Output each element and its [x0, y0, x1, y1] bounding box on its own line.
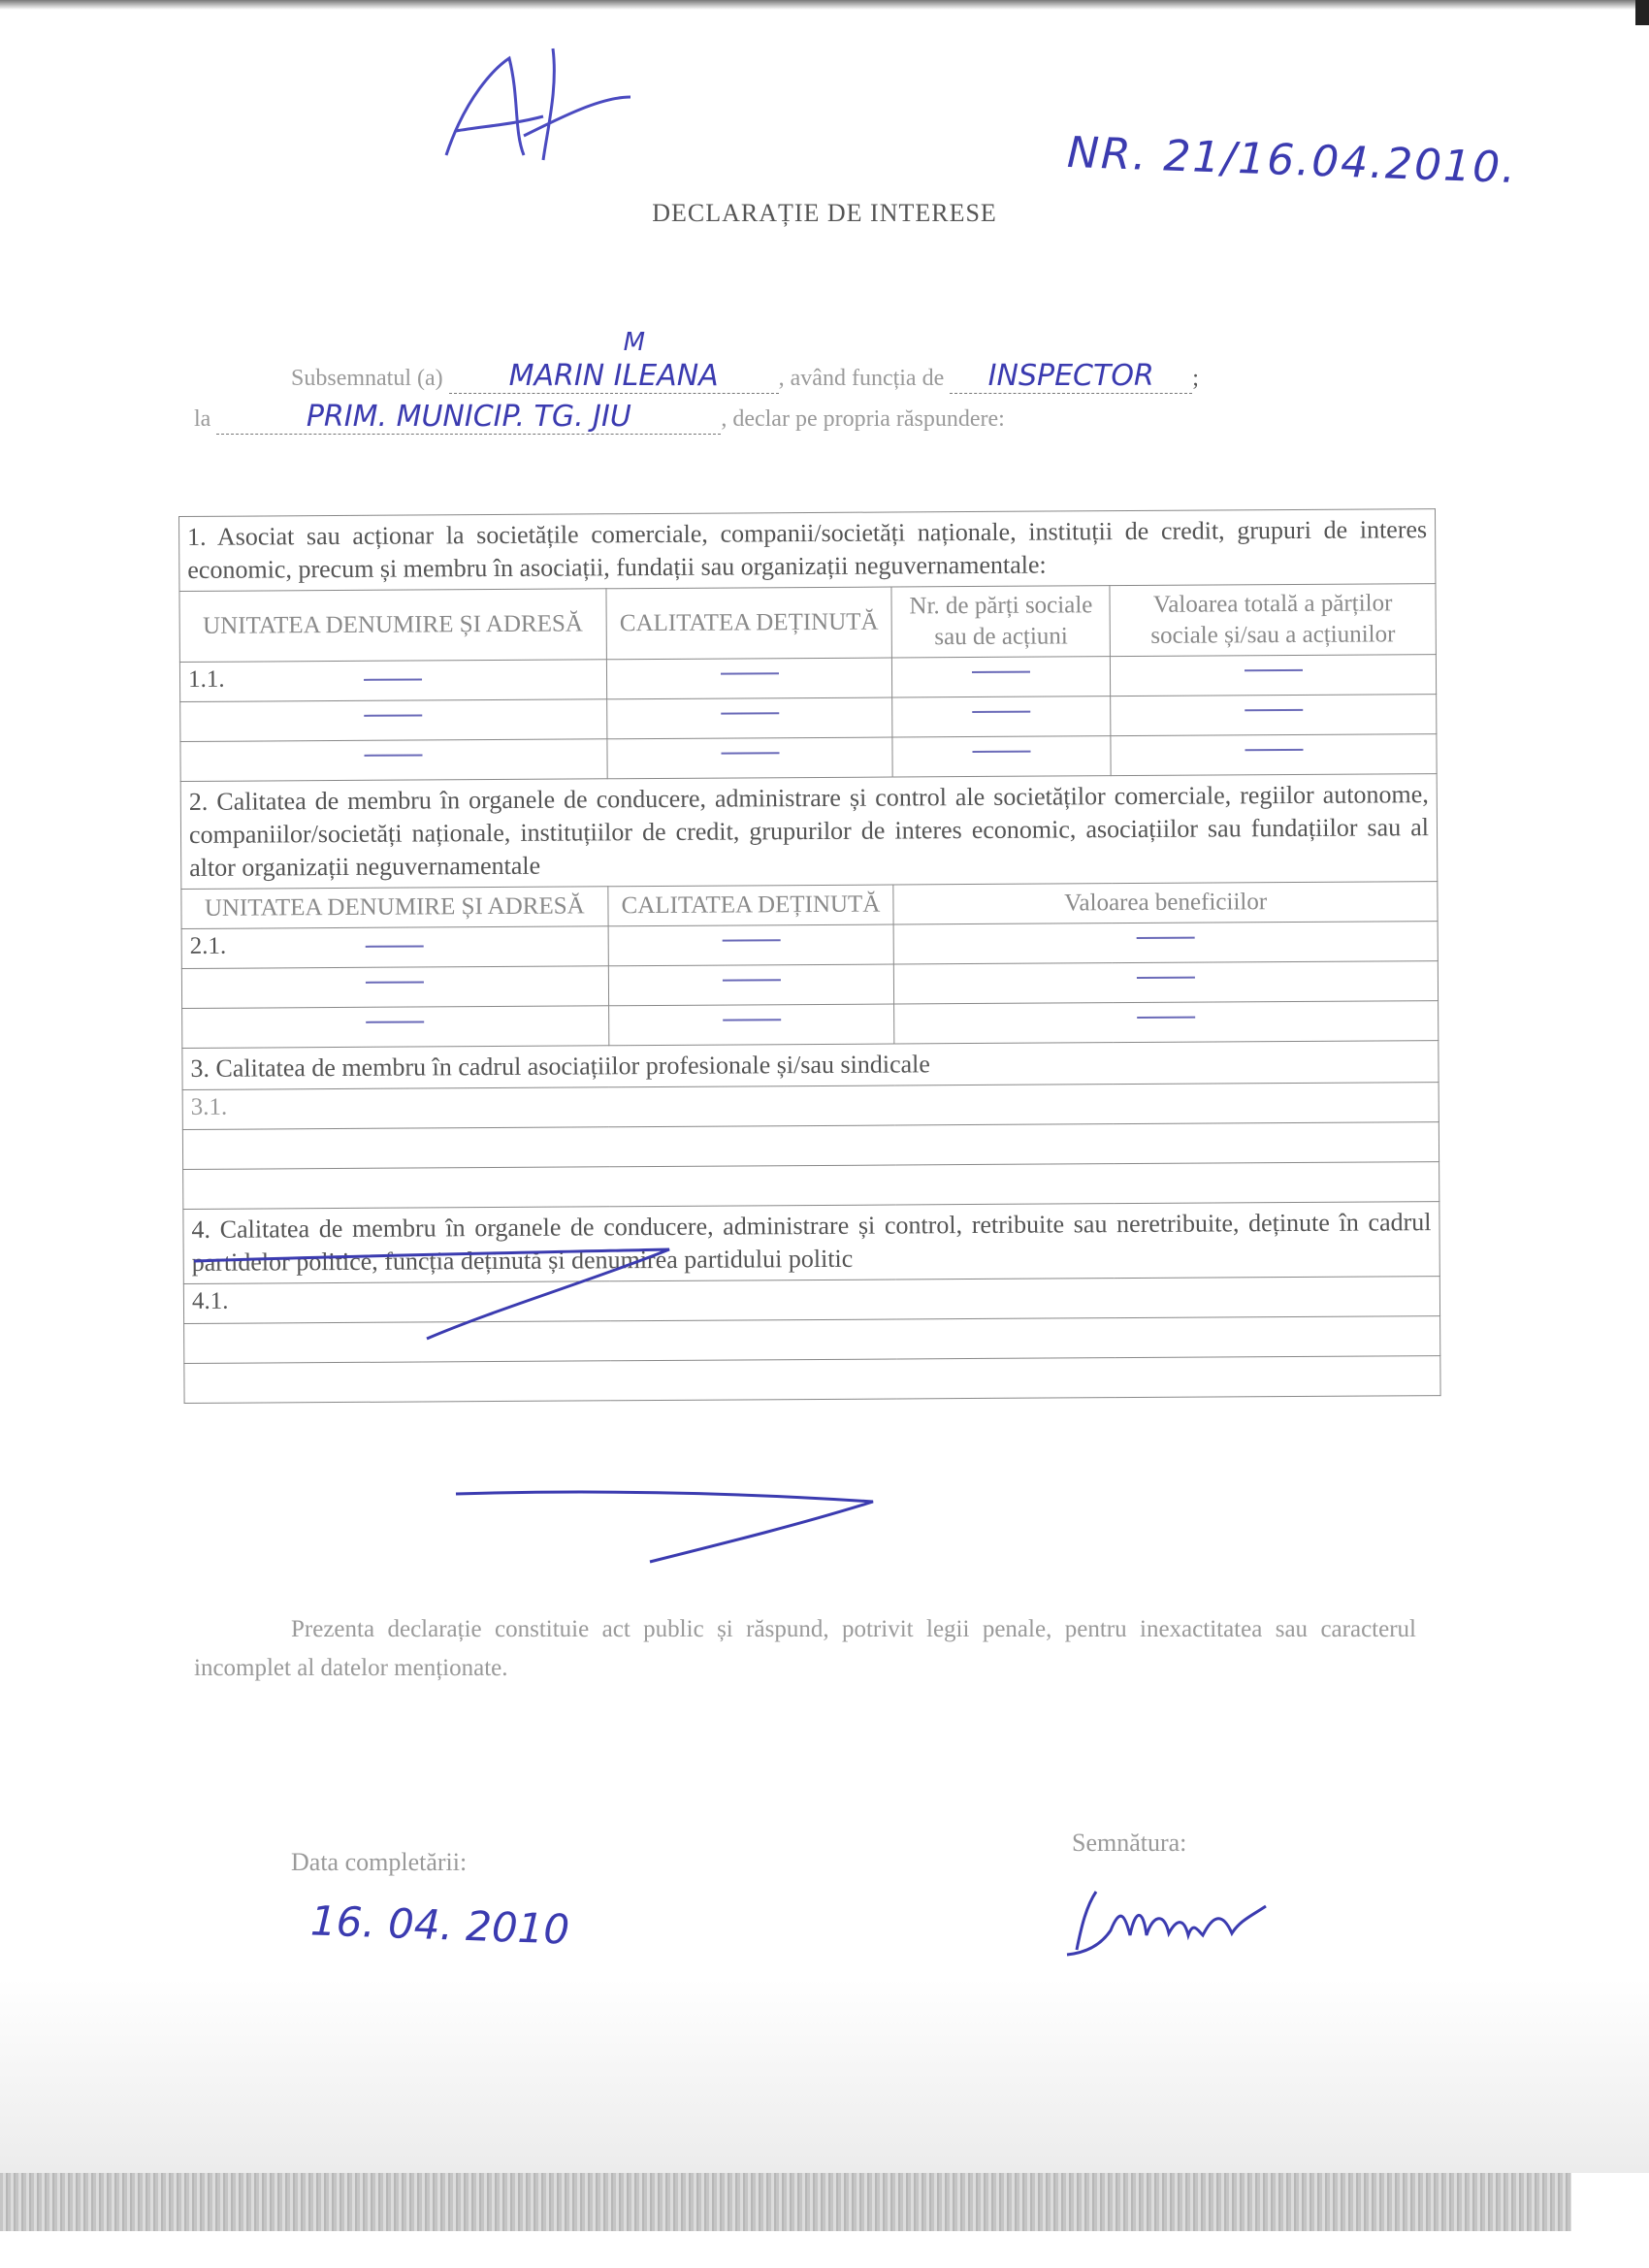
- table-row: [182, 1001, 1439, 1049]
- empty-dash: [1245, 749, 1303, 751]
- scan-bottom-strip: [0, 2173, 1571, 2231]
- empty-dash: [972, 671, 1030, 673]
- empty-dash: [365, 714, 423, 716]
- section-1-text: 1. Asociat sau acționar la societățile comerciale, companii/societăți naționale, instituții de credit, grupuri de interes economic, precum și membru în asociații, fundații sau organizații neguvernamentale:: [179, 509, 1436, 592]
- function-value: INSPECTOR: [987, 359, 1154, 393]
- table-row: [183, 1162, 1439, 1210]
- empty-dash: [365, 754, 423, 756]
- intro-line-1: [291, 328, 1416, 394]
- empty-dash: [721, 752, 779, 754]
- empty-dash: [973, 711, 1031, 713]
- intro-line2-suffix: , declar pe propria răspundere:: [721, 406, 1005, 432]
- name-field: [449, 328, 779, 394]
- s1-header-shares: Nr. de părți sociale sau de acțiuni: [891, 586, 1110, 658]
- row-label-3-1: 3.1.: [182, 1083, 1439, 1130]
- intro-mid: , având funcția de: [778, 366, 945, 391]
- empty-dash: [364, 678, 422, 680]
- name-correction: M: [623, 328, 646, 357]
- legal-statement: Prezenta declarație constituie act public și răspund, potrivit legii penale, pentru inexactitatea sau caracterul incomplet al datelor menționate.: [194, 1616, 1416, 1681]
- empty-dash: [1137, 1017, 1195, 1019]
- empty-dash: [722, 939, 780, 941]
- date-value: 16. 04. 2010: [309, 1896, 570, 1954]
- s1-header-quality: CALITATEA DEȚINUTĂ: [606, 587, 892, 660]
- date-label: Data completării:: [291, 1848, 468, 1876]
- signature: [1057, 1877, 1280, 1964]
- table-row: [180, 734, 1437, 782]
- s2-header-unit: UNITATEA DENUMIRE ȘI ADRESĂ: [181, 887, 608, 929]
- section-4-text: 4. Calitatea de membru în organele de conducere, administrare și control, retribuite sau neretribuite, deținute în cadrul partidelor politice, funcția deținută și denumirea partidului politic: [183, 1202, 1439, 1284]
- empty-dash: [366, 1021, 424, 1022]
- table-row: [184, 1356, 1440, 1404]
- empty-dash: [1245, 709, 1303, 711]
- empty-dash: [366, 981, 424, 983]
- scan-top-edge: [0, 0, 1649, 10]
- intro-line-2: [194, 400, 1164, 435]
- empty-dash: [366, 945, 424, 947]
- intro-end: ;: [1192, 366, 1199, 391]
- s2-header-benefits: Valoarea beneficiilor: [893, 882, 1438, 924]
- initials-mark: [427, 39, 640, 175]
- row-label-2-1: 2.1.: [189, 932, 227, 959]
- empty-dash: [1245, 669, 1303, 671]
- empty-dash: [1137, 937, 1195, 939]
- empty-dash: [973, 751, 1031, 753]
- section-4-strikeout-arrow: [436, 1484, 902, 1571]
- s1-header-value: Valoarea totală a părților sociale și/sau a acțiunilor: [1110, 584, 1436, 657]
- empty-dash: [1137, 977, 1195, 979]
- function-field: [950, 359, 1192, 394]
- institution-value: PRIM. MUNICIP. TG. JIU: [306, 400, 631, 434]
- empty-dash: [722, 979, 780, 981]
- s2-header-quality: CALITATEA DEȚINUTĂ: [607, 885, 893, 926]
- empty-dash: [721, 672, 779, 674]
- scan-corner-mark: [1635, 0, 1649, 25]
- row-label-1-1: 1.1.: [187, 665, 225, 693]
- intro-prefix: Subsemnatul (a): [291, 366, 443, 391]
- scan-shade: [0, 1979, 1649, 2173]
- empty-dash: [721, 712, 779, 714]
- registration-number: NR. 21/16.04.2010.: [1066, 127, 1518, 194]
- s1-header-unit: UNITATEA DENUMIRE ȘI ADRESĂ: [179, 589, 606, 663]
- empty-dash: [723, 1019, 781, 1021]
- page-title: DECLARAȚIE DE INTERESE: [652, 199, 997, 227]
- section-3-text: 3. Calitatea de membru în cadrul asociațiilor profesionale și/sau sindicale: [182, 1041, 1439, 1090]
- intro-line2-prefix: la: [194, 406, 211, 432]
- section-2-text: 2. Calitatea de membru în organele de conducere, administrare și control ale societăților comerciale, regiilor autonome, companiilor/societăți naționale, instituțiilor de credit, grupurilor de interes economic, asociațiilor sau fundațiilor sau al altor organizații neguvernamentale: [180, 774, 1438, 890]
- row-label-4-1: 4.1.: [183, 1277, 1439, 1324]
- section-3-strikeout-arrow: [184, 1242, 766, 1348]
- name-value: MARIN ILEANA: [508, 359, 719, 393]
- institution-field: [216, 400, 721, 435]
- signature-label: Semnătura:: [1072, 1829, 1187, 1857]
